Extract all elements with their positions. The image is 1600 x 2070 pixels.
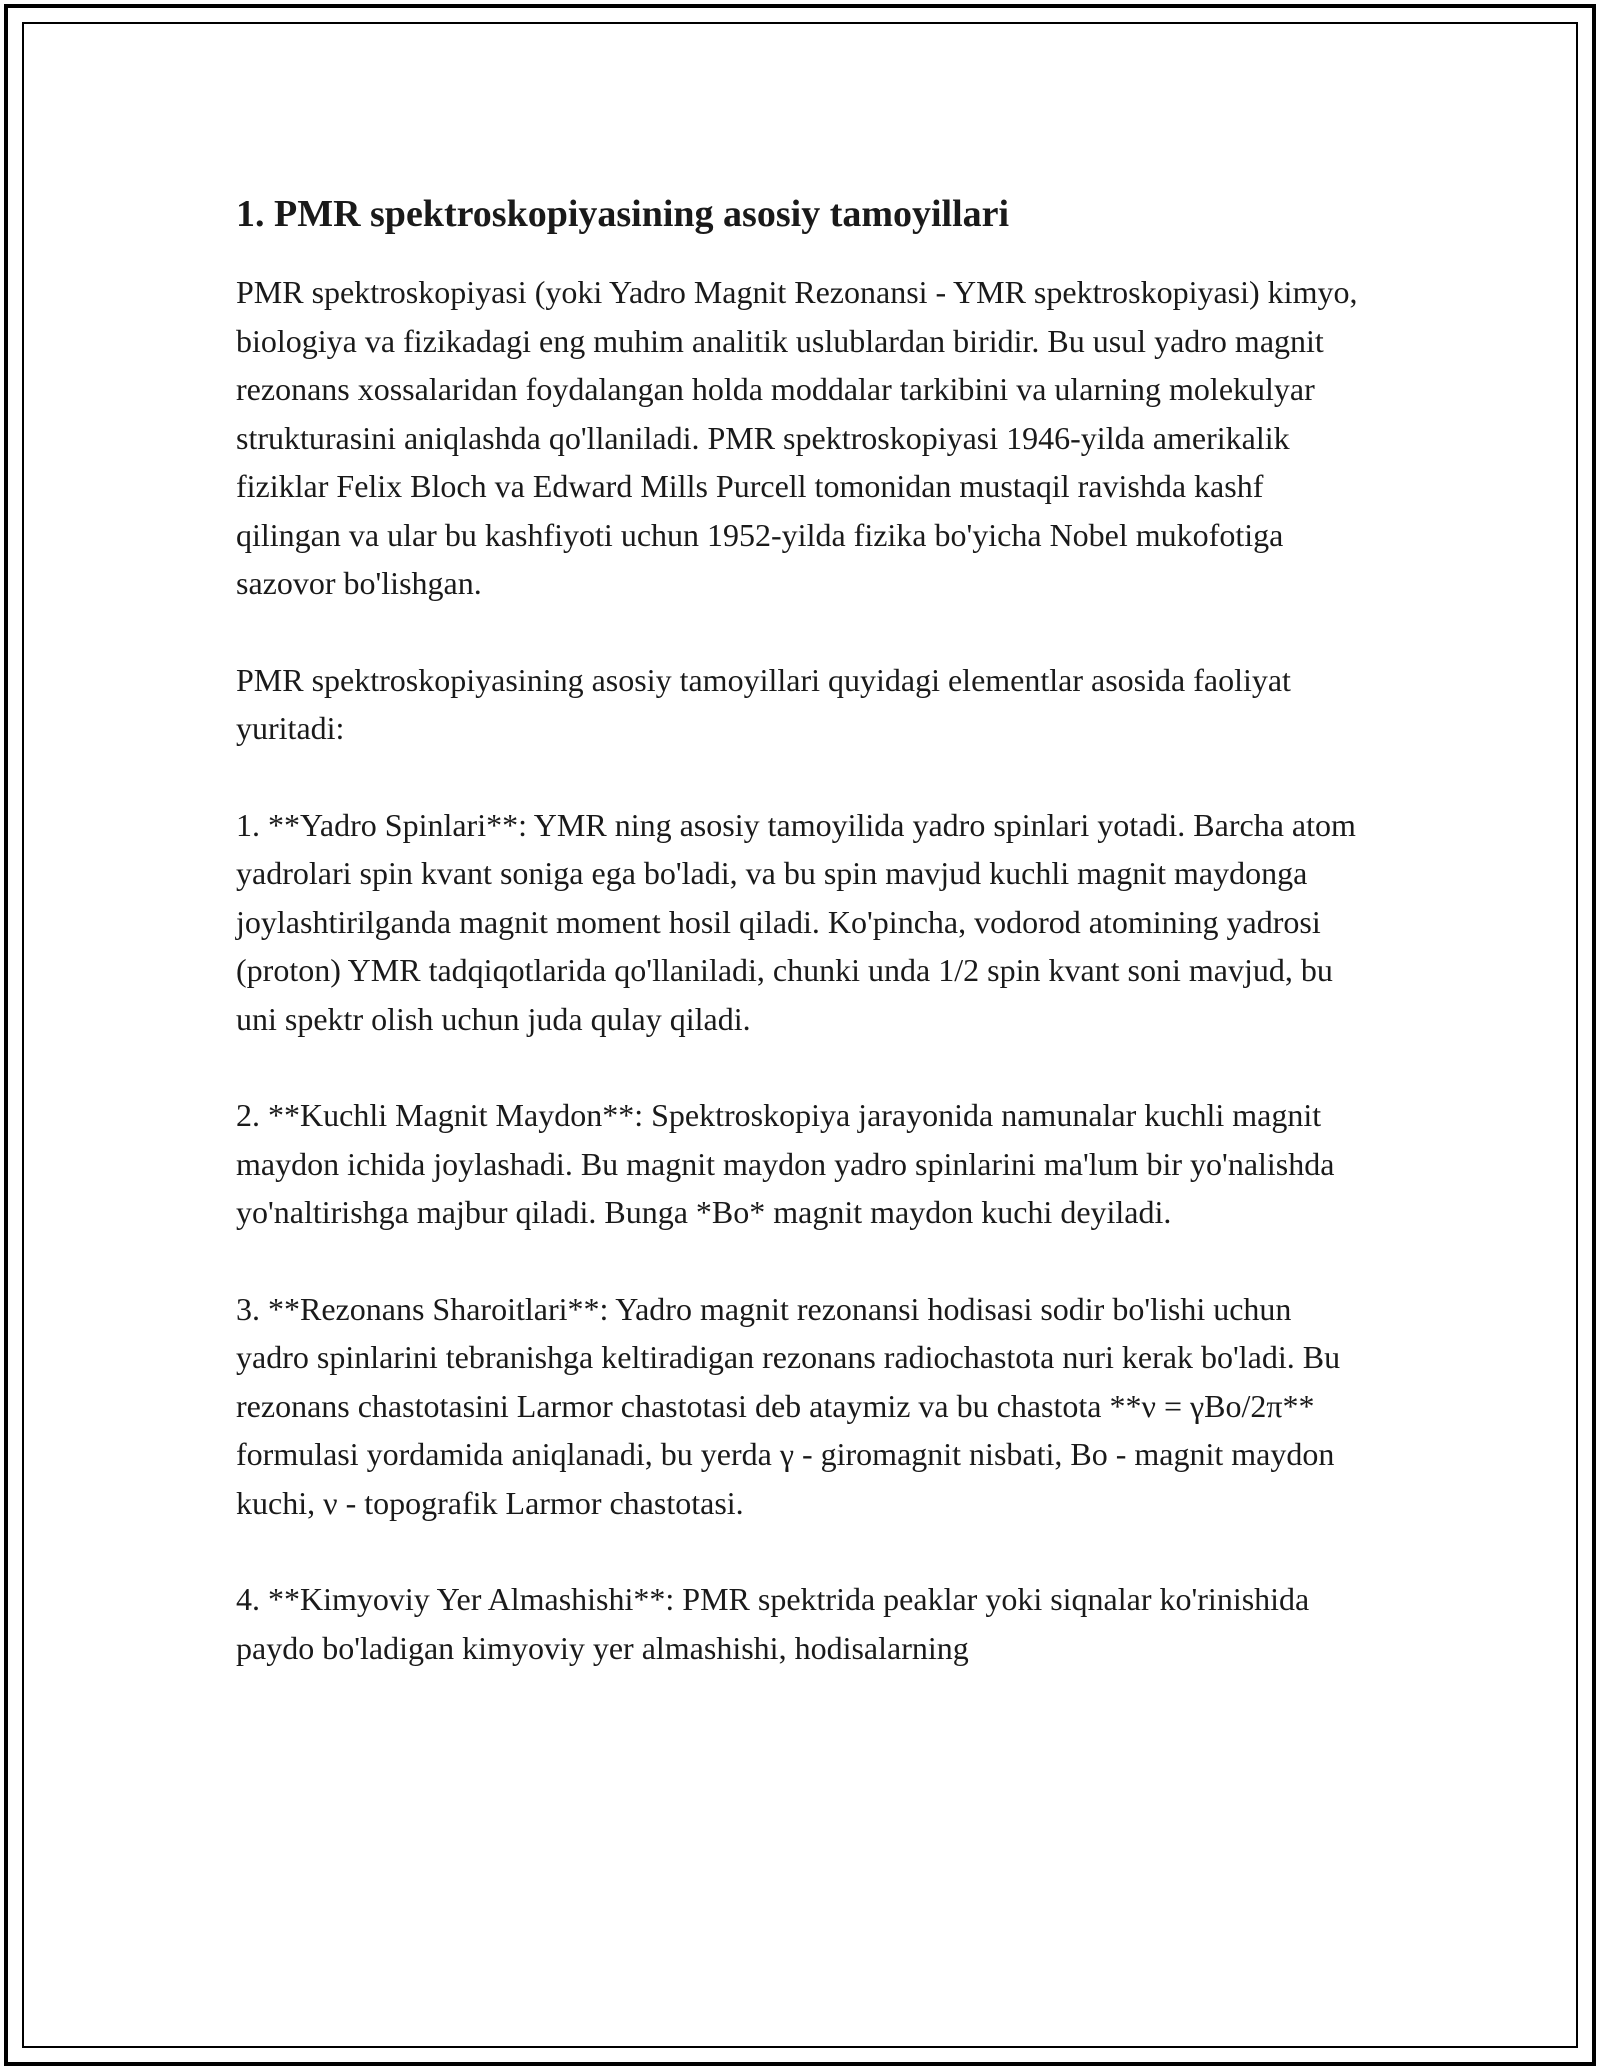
section-heading: 1. PMR spektroskopiyasining asosiy tamoyillari (236, 193, 1010, 235)
principle-strong-magnetic-field: 2. **Kuchli Magnit Maydon**: Spektroskopiya jarayonida namunalar kuchli magnit maydon ichida joylashadi. Bu magnit maydon yadro spinlarini ma'lum bir yo'nalishda yo'naltirishga majbur qiladi. Bunga *Bo* magnit maydon kuchi deyiladi. (236, 1097, 1335, 1230)
principle-nuclear-spins: 1. **Yadro Spinlari**: YMR ning asosiy tamoyilida yadro spinlari yotadi. Barcha atom yadrolari spin kvant soniga ega bo'ladi, va bu spin mavjud kuchli magnit maydonga joylashtirilganda magnit moment hosil qiladi. Ko'pincha, vodorod atomining yadrosi (proton) YMR tadqiqotlarida qo'llaniladi, chunki unda 1/2 spin kvant soni mavjud, bu uni spektr olish uchun juda qulay qiladi. (236, 806, 1356, 1037)
principle-resonance-conditions: 3. **Rezonans Sharoitlari**: Yadro magnit rezonansi hodisasi sodir bo'lishi uchun yadro spinlarini tebranishga keltiradigan rezonans radiochastota nuri kerak bo'ladi. Bu rezonans chastotasini Larmor chastotasi deb ataymiz va bu chastota **ν = γBo/2π** formulasi yordamida aniqlanadi, bu yerda γ - giromagnit nisbati, Bo - magnit maydon kuchi, ν - topografik Larmor chastotasi. (236, 1290, 1341, 1521)
intro-paragraph: PMR spektroskopiyasi (yoki Yadro Magnit Rezonansi - YMR spektroskopiyasi) kimyo, biologiya va fizikadagi eng muhim analitik uslublardan biridir. Bu usul yadro magnit rezonans xossalaridan foydalangan holda moddalar tarkibini va ularning molekulyar strukturasini aniqlashda qo'llaniladi. PMR spektroskopiyasi 1946-yilda amerikalik fiziklar Felix Bloch va Edward Mills Purcell tomonidan mustaqil ravishda kashf qilingan va ular bu kashfiyoti uchun 1952-yilda fizika bo'yicha Nobel mukofotiga sazovor bo'lishgan. (236, 274, 1358, 601)
principles-lead-paragraph: PMR spektroskopiyasining asosiy tamoyillari quyidagi elementlar asosida faoliyat yuritadi: (236, 661, 1291, 746)
document-body (236, 188, 1366, 1720)
principle-chemical-shift: 4. **Kimyoviy Yer Almashishi**: PMR spektrida peaklar yoki siqnalar ko'rinishida paydo bo'ladigan kimyoviy yer almashishi, hodisalarning (236, 1581, 1310, 1666)
